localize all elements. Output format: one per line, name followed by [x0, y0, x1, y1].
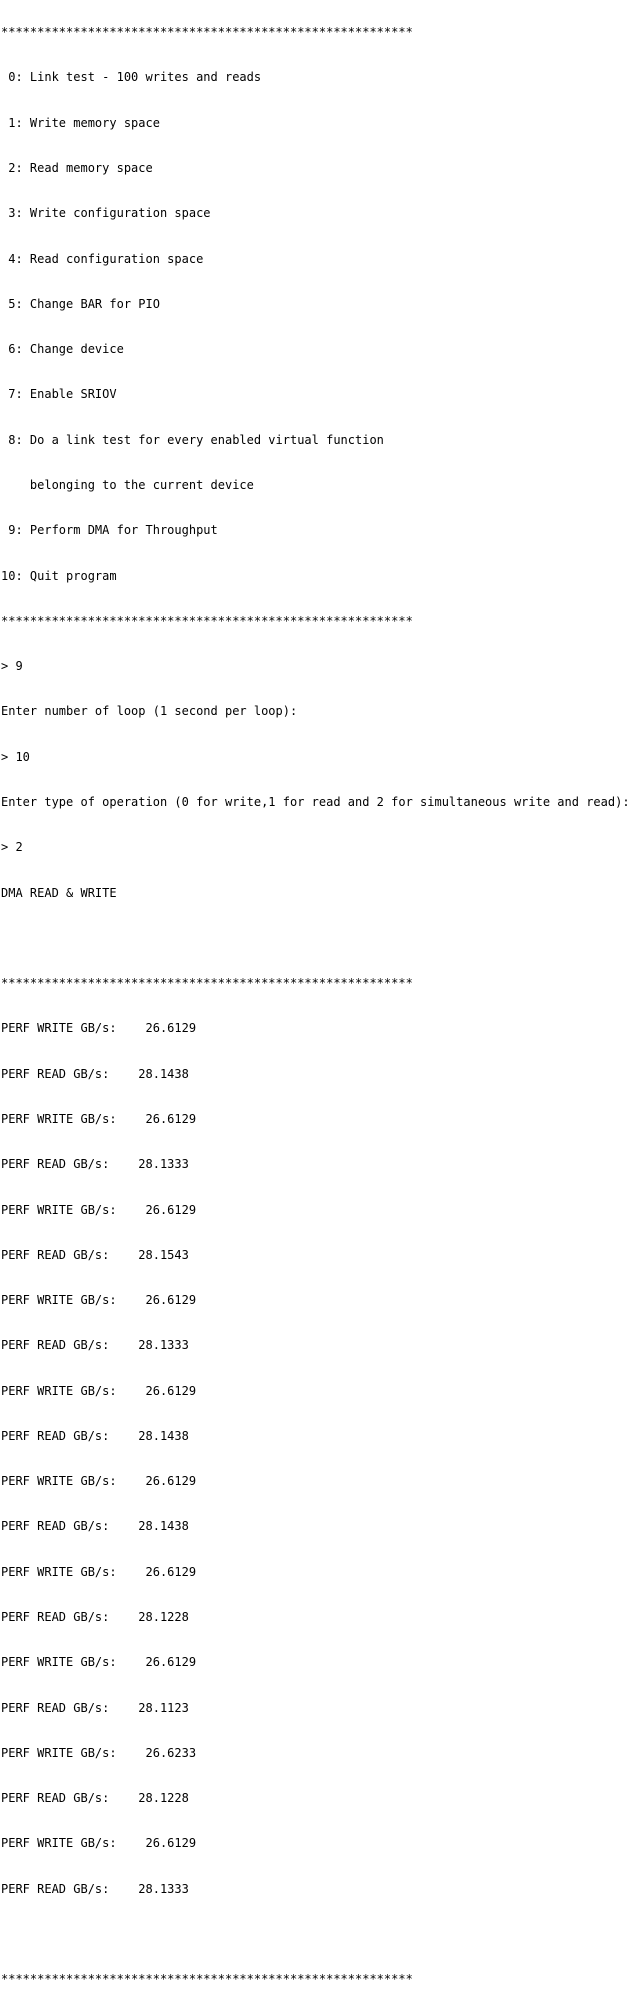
result-line: PERF WRITE GB/s: 26.6129	[1, 1383, 197, 1398]
mode-label: DMA READ & WRITE	[1, 885, 117, 900]
loop-question: Enter number of loop (1 second per loop):	[1, 704, 298, 719]
result-line: PERF WRITE GB/s: 26.6129	[1, 1293, 197, 1308]
result-line: PERF READ GB/s: 28.1333	[1, 1338, 189, 1353]
menu-item-2: 2: Read memory space	[1, 161, 153, 176]
result-line: PERF WRITE GB/s: 26.6129	[1, 1836, 197, 1851]
blank-line	[1, 1927, 624, 1942]
operation-question: Enter type of operation (0 for write,1 for read and 2 for simultaneous write and read):	[1, 794, 630, 809]
result-line: PERF READ GB/s: 28.1438	[1, 1428, 189, 1443]
menu-item-8-continued: belonging to the current device	[1, 478, 254, 492]
result-line: PERF WRITE GB/s: 26.6129	[1, 1202, 197, 1217]
result-line: PERF READ GB/s: 28.1438	[1, 1066, 189, 1081]
prompt-loops: > 10	[1, 749, 30, 764]
menu-item-10: 10: Quit program	[1, 568, 117, 583]
separator-line: *********************************************************	[1, 25, 413, 40]
menu-item-8: 8: Do a link test for every enabled virtual function	[1, 432, 384, 447]
result-line: PERF WRITE GB/s: 26.6129	[1, 1474, 197, 1489]
result-line: PERF READ GB/s: 28.1123	[1, 1700, 189, 1715]
result-line: PERF WRITE GB/s: 26.6129	[1, 1655, 197, 1670]
result-line: PERF WRITE GB/s: 26.6233	[1, 1745, 197, 1760]
menu-item-4: 4: Read configuration space	[1, 251, 204, 266]
separator-line: *********************************************************	[1, 976, 413, 991]
result-line: PERF WRITE GB/s: 26.6129	[1, 1564, 197, 1579]
menu-item-3: 3: Write configuration space	[1, 206, 211, 221]
blank-line	[1, 931, 624, 946]
prompt-choice: > 9	[1, 659, 23, 674]
result-line: PERF READ GB/s: 28.1438	[1, 1519, 189, 1534]
menu-item-9: 9: Perform DMA for Throughput	[1, 523, 218, 538]
separator-line: *********************************************************	[1, 613, 413, 628]
menu-item-0: 0: Link test - 100 writes and reads	[1, 70, 262, 85]
result-line: PERF READ GB/s: 28.1228	[1, 1791, 189, 1806]
result-line: PERF READ GB/s: 28.1333	[1, 1881, 189, 1896]
result-line: PERF READ GB/s: 28.1228	[1, 1610, 189, 1625]
separator-line: *********************************************************	[1, 1972, 413, 1987]
menu-item-5: 5: Change BAR for PIO	[1, 296, 160, 311]
result-line: PERF READ GB/s: 28.1333	[1, 1157, 189, 1172]
result-line: PERF WRITE GB/s: 26.6129	[1, 1111, 197, 1126]
result-line: PERF WRITE GB/s: 26.6129	[1, 1021, 197, 1036]
menu-item-6: 6: Change device	[1, 342, 124, 357]
menu-item-1: 1: Write memory space	[1, 115, 160, 130]
menu-item-7: 7: Enable SRIOV	[1, 387, 117, 402]
prompt-operation: > 2	[1, 840, 23, 855]
result-line: PERF READ GB/s: 28.1543	[1, 1247, 189, 1262]
